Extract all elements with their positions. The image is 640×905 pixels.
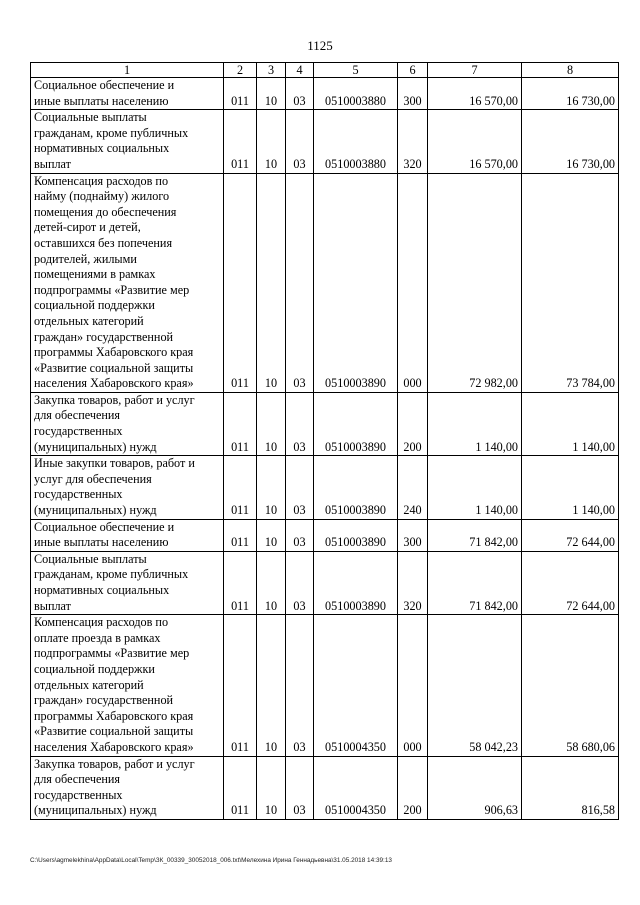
expense-name-line: Закупка товаров, работ и услуг	[34, 392, 195, 407]
ministry-code-cell: 011	[224, 756, 257, 819]
subsection-code-cell: 03	[286, 551, 314, 614]
expense-name-cell	[31, 173, 224, 392]
expense-name-line: отдельных категорий	[34, 677, 144, 692]
amount-year2-cell: 72 644,00	[522, 551, 619, 614]
expense-name-line: найму (поднайму) жилого	[34, 189, 170, 204]
expense-type-cell: 200	[398, 392, 428, 455]
expense-name-line: граждан» государственной	[34, 329, 174, 344]
table-row	[31, 392, 619, 455]
amount-year2-cell: 58 680,06	[522, 615, 619, 756]
expense-name-line: социальной поддержки	[34, 661, 155, 676]
table-row	[31, 756, 619, 819]
column-header: 8	[522, 63, 619, 78]
amount-year1-cell: 1 140,00	[428, 456, 522, 519]
ministry-code-cell: 011	[224, 615, 257, 756]
subsection-code-cell: 03	[286, 110, 314, 173]
expense-name-cell	[31, 551, 224, 614]
ministry-code-cell: 011	[224, 78, 257, 110]
column-header: 1	[31, 63, 224, 78]
column-header: 6	[398, 63, 428, 78]
target-article-cell: 0510003890	[314, 173, 398, 392]
expense-name-line: подпрограммы «Развитие мер	[34, 646, 190, 661]
section-code-cell: 10	[257, 78, 286, 110]
expense-name-line: отдельных категорий	[34, 313, 144, 328]
expense-name-line: выплат	[34, 156, 71, 171]
section-code-cell: 10	[257, 392, 286, 455]
amount-year2-cell: 16 730,00	[522, 78, 619, 110]
expense-name-line: выплат	[34, 598, 71, 613]
column-header: 7	[428, 63, 522, 78]
table-row	[31, 551, 619, 614]
amount-year1-cell: 72 982,00	[428, 173, 522, 392]
expense-name-line: Компенсация расходов по	[34, 615, 169, 630]
page-number: 1125	[307, 38, 333, 53]
expense-name-line: Социальное обеспечение и	[34, 519, 175, 534]
subsection-code-cell: 03	[286, 615, 314, 756]
section-code-cell: 10	[257, 615, 286, 756]
budget-table	[30, 62, 619, 820]
column-header: 2	[224, 63, 257, 78]
amount-year1-cell: 16 570,00	[428, 110, 522, 173]
target-article-cell: 0510004350	[314, 615, 398, 756]
expense-type-cell: 000	[398, 173, 428, 392]
target-article-cell: 0510003880	[314, 110, 398, 173]
file-path-footer: C:\Users\agmelekhina\AppData\Local\Temp\ЗК_00339_30052018_006.txt\Мелехина Ирина Геннадьевна\31.05.2018 14:39:13	[30, 857, 392, 864]
amount-year2-cell: 72 644,00	[522, 519, 619, 551]
expense-name-line: Закупка товаров, работ и услуг	[34, 756, 195, 771]
amount-year1-cell: 1 140,00	[428, 392, 522, 455]
expense-name-line: для обеспечения	[34, 772, 121, 787]
amount-year2-cell: 16 730,00	[522, 110, 619, 173]
target-article-cell: 0510003890	[314, 519, 398, 551]
table-body	[31, 78, 619, 820]
ministry-code-cell: 011	[224, 519, 257, 551]
subsection-code-cell: 03	[286, 392, 314, 455]
expense-name-line: для обеспечения	[34, 408, 121, 423]
column-header: 3	[257, 63, 286, 78]
section-code-cell: 10	[257, 551, 286, 614]
section-code-cell: 10	[257, 110, 286, 173]
table-row	[31, 173, 619, 392]
expense-type-cell: 000	[398, 615, 428, 756]
expense-name-line: Социальные выплаты	[34, 551, 147, 566]
expense-type-cell: 320	[398, 110, 428, 173]
ministry-code-cell: 011	[224, 392, 257, 455]
section-code-cell: 10	[257, 519, 286, 551]
expense-name-line: государственных	[34, 787, 123, 802]
subsection-code-cell: 03	[286, 456, 314, 519]
expense-name-cell	[31, 519, 224, 551]
expense-name-line: населения Хабаровского края»	[34, 739, 194, 754]
subsection-code-cell: 03	[286, 756, 314, 819]
section-code-cell: 10	[257, 173, 286, 392]
amount-year2-cell: 816,58	[522, 756, 619, 819]
expense-type-cell: 300	[398, 78, 428, 110]
expense-name-cell	[31, 756, 224, 819]
expense-type-cell: 200	[398, 756, 428, 819]
expense-name-line: иные выплаты населению	[34, 93, 169, 108]
expense-name-line: (муниципальных) нужд	[34, 439, 157, 454]
ministry-code-cell: 011	[224, 551, 257, 614]
expense-name-line: программы Хабаровского края	[34, 345, 194, 360]
expense-name-line: гражданам, кроме публичных	[34, 125, 189, 140]
expense-name-line: помещения до обеспечения	[34, 204, 177, 219]
expense-name-line: помещениями в рамках	[34, 267, 156, 282]
expense-name-line: «Развитие социальной защиты	[34, 724, 194, 739]
table-row	[31, 456, 619, 519]
table-row	[31, 519, 619, 551]
amount-year1-cell: 58 042,23	[428, 615, 522, 756]
expense-name-cell	[31, 615, 224, 756]
expense-name-cell	[31, 110, 224, 173]
subsection-code-cell: 03	[286, 519, 314, 551]
expense-name-line: гражданам, кроме публичных	[34, 567, 189, 582]
expense-name-cell	[31, 78, 224, 110]
target-article-cell: 0510003880	[314, 78, 398, 110]
expense-type-cell: 320	[398, 551, 428, 614]
expense-name-line: Иные закупки товаров, работ и	[34, 456, 195, 471]
expense-name-line: оставшихся без попечения	[34, 235, 173, 250]
column-header: 5	[314, 63, 398, 78]
expense-name-line: Социальные выплаты	[34, 110, 147, 125]
amount-year1-cell: 16 570,00	[428, 78, 522, 110]
expense-name-line: нормативных социальных	[34, 583, 170, 597]
expense-name-line: государственных	[34, 487, 123, 502]
table-row	[31, 615, 619, 756]
amount-year1-cell: 71 842,00	[428, 519, 522, 551]
expense-name-line: родителей, жилыми	[34, 251, 137, 266]
expense-name-line: населения Хабаровского края»	[34, 376, 194, 391]
expense-name-line: «Развитие социальной защиты	[34, 360, 194, 375]
header-row	[31, 63, 619, 78]
expense-name-line: услуг для обеспечения	[34, 471, 152, 486]
table-row	[31, 78, 619, 110]
expense-name-line: Социальное обеспечение и	[34, 78, 175, 92]
target-article-cell: 0510004350	[314, 756, 398, 819]
expense-name-line: социальной поддержки	[34, 298, 155, 313]
subsection-code-cell: 03	[286, 173, 314, 392]
amount-year1-cell: 906,63	[428, 756, 522, 819]
expense-name-line: подпрограммы «Развитие мер	[34, 282, 190, 297]
amount-year2-cell: 73 784,00	[522, 173, 619, 392]
expense-name-line: иные выплаты населению	[34, 535, 169, 550]
section-code-cell: 10	[257, 456, 286, 519]
expense-name-line: (муниципальных) нужд	[34, 803, 157, 818]
expense-name-line: оплате проезда в рамках	[34, 630, 161, 645]
subsection-code-cell: 03	[286, 78, 314, 110]
expense-name-line: нормативных социальных	[34, 141, 170, 156]
target-article-cell: 0510003890	[314, 551, 398, 614]
ministry-code-cell: 011	[224, 456, 257, 519]
expense-type-cell: 300	[398, 519, 428, 551]
amount-year1-cell: 71 842,00	[428, 551, 522, 614]
expense-name-line: (муниципальных) нужд	[34, 503, 157, 518]
expense-name-line: Компенсация расходов по	[34, 173, 169, 188]
expense-name-line: детей-сирот и детей,	[34, 220, 141, 235]
target-article-cell: 0510003890	[314, 456, 398, 519]
ministry-code-cell: 011	[224, 173, 257, 392]
section-code-cell: 10	[257, 756, 286, 819]
expense-name-cell	[31, 392, 224, 455]
column-header: 4	[286, 63, 314, 78]
amount-year2-cell: 1 140,00	[522, 456, 619, 519]
target-article-cell: 0510003890	[314, 392, 398, 455]
ministry-code-cell: 011	[224, 110, 257, 173]
expense-name-line: государственных	[34, 424, 123, 439]
expense-name-line: граждан» государственной	[34, 693, 174, 708]
amount-year2-cell: 1 140,00	[522, 392, 619, 455]
expense-type-cell: 240	[398, 456, 428, 519]
expense-name-line: программы Хабаровского края	[34, 708, 194, 723]
table-row	[31, 110, 619, 173]
expense-name-cell	[31, 456, 224, 519]
